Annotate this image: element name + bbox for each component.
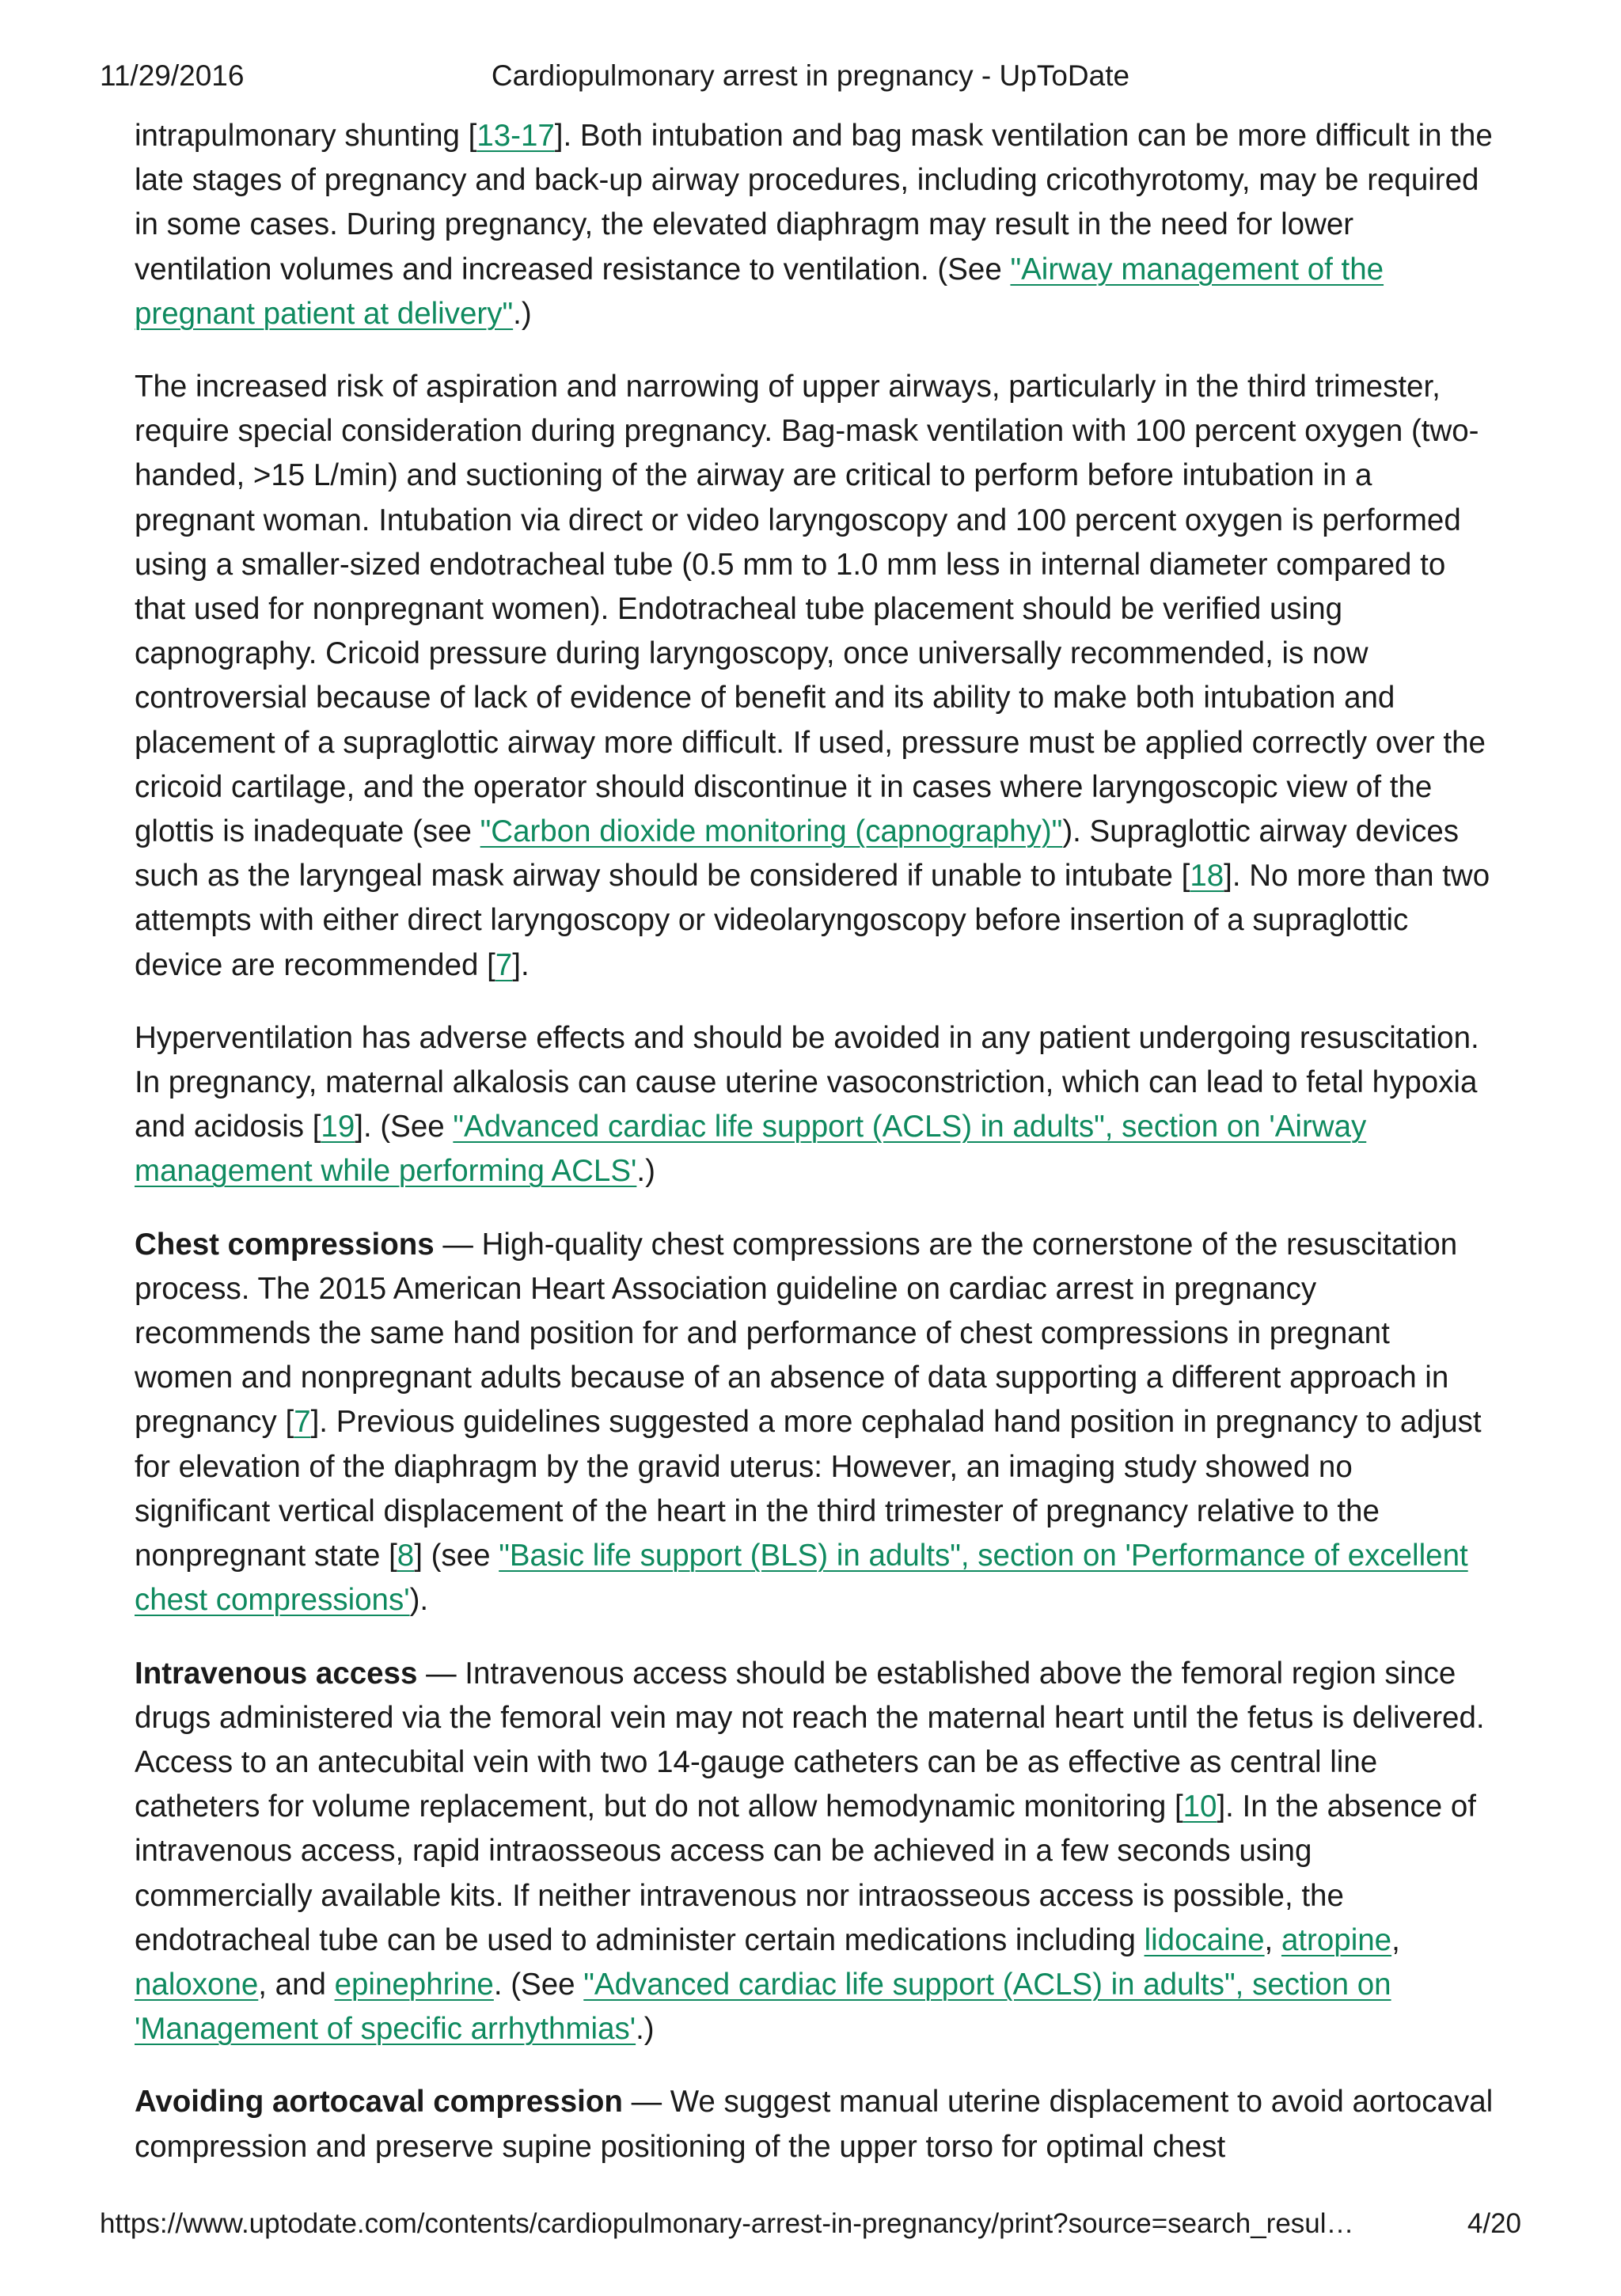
text-run: ). Supraglottic airway devices such as the laryngeal mask airway should be considered if unable to intubate [ — [135, 814, 1460, 894]
text-run: ]. — [512, 947, 530, 982]
drug-link-epinephrine[interactable]: epinephrine — [334, 1967, 494, 2002]
paragraph-intravenous-access — [135, 1652, 1496, 2052]
print-footer — [100, 2205, 1521, 2243]
text-run: .) — [513, 296, 532, 331]
text-run: .) — [636, 2012, 655, 2047]
print-header — [100, 57, 1521, 95]
drug-link-atropine[interactable]: atropine — [1281, 1922, 1392, 1957]
section-heading-aortocaval-compression: Avoiding aortocaval compression — [135, 2085, 623, 2120]
text-run: The increased risk of aspiration and narrowing of upper airways, particularly in the third trimester, require special consideration during pregnancy. Bag-mask ventilation with 100 percent oxygen (two-handed, >15 L/min) and suctioning of the airway are critical to perform before intubation in a pregnant woman. Intubation via direct or video laryngoscopy and 100 percent oxygen is performed using a smaller-sized endotracheal tube (0.5 mm to 1.0 mm less in internal diameter compared to that used for nonpregnant women). Endotracheal tube placement should be verified using capnography. Cricoid pressure during laryngoscopy, once universally recommended, is now controversial because of lack of evidence of benefit and its ability to make both intubation and placement of a supraglottic airway more difficult. If used, pressure must be applied correctly over the cricoid cartilage, and the operator should discontinue it in cases where laryngoscopic view of the glottis is inadequate (see — [135, 370, 1486, 849]
text-run: — Intravenous access should be established above the femoral region since drugs administered via the femoral vein may not reach the maternal heart until the fetus is delivered. Access to an antecubital vein with two 14-gauge catheters can be as effective as central line catheters for volume replacement, but do not allow hemodynamic monitoring [ — [135, 1656, 1485, 1824]
text-run: Hyperventilation has adverse effects and should be avoided in any patient undergoing resuscitation. In pregnancy, maternal alkalosis can cause uterine vasoconstriction, which can lead to fetal hypoxia and acidosis [ — [135, 1020, 1479, 1144]
text-run: , — [1264, 1922, 1281, 1957]
print-date: 11/29/2016 — [100, 59, 245, 92]
paragraph-aortocaval-compression — [135, 2080, 1496, 2169]
drug-link-naloxone[interactable]: naloxone — [135, 1967, 259, 2002]
text-run: — We suggest manual uterine displacement to avoid aortocaval compression and preserve supine positioning of the upper torso for optimal chest — [135, 2085, 1494, 2164]
text-run: ] (see — [414, 1539, 499, 1573]
airway-management-pregnant-link[interactable]: "Airway management of the pregnant patient at delivery" — [135, 252, 1384, 331]
acls-arrhythmias-link[interactable]: "Advanced cardiac life support (ACLS) in adults", section on 'Management of specific arrhythmias' — [135, 1967, 1391, 2047]
page-url: https://www.uptodate.com/contents/cardiopulmonary-arrest-in-pregnancy/print?source=search_resul… — [100, 2208, 1354, 2239]
text-run: ]. No more than two attempts with either direct laryngoscopy or videolaryngoscopy before insertion of a supraglottic device are recommended [ — [135, 859, 1490, 982]
paragraph-aspiration-risk — [135, 365, 1496, 988]
paragraph-airway-shunting — [135, 114, 1496, 336]
text-run: ]. Both intubation and bag mask ventilation can be more difficult in the late stages of pregnancy and back-up airway procedures, including cricothyrotomy, may be required in some cases. During pregnancy, the elevated diaphragm may result in the need for lower ventilation volumes and increased resistance to ventilation. (See — [135, 119, 1493, 287]
text-run: .) — [636, 1154, 655, 1189]
text-run: ]. (See — [355, 1110, 454, 1144]
page-number: 4/20 — [1467, 2208, 1521, 2239]
capnography-link[interactable]: "Carbon dioxide monitoring (capnography)" — [480, 814, 1063, 849]
reference-link-10[interactable]: 10 — [1183, 1789, 1217, 1824]
text-run: intrapulmonary shunting [ — [135, 119, 477, 153]
section-heading-intravenous-access: Intravenous access — [135, 1656, 418, 1691]
acls-airway-management-link[interactable]: "Advanced cardiac life support (ACLS) in adults", section on 'Airway management while performing ACLS' — [135, 1110, 1367, 1189]
text-run: , — [1391, 1922, 1400, 1957]
reference-link-8[interactable]: 8 — [397, 1539, 415, 1573]
reference-link-18[interactable]: 18 — [1190, 859, 1224, 894]
reference-link-19[interactable]: 19 — [321, 1110, 355, 1144]
text-run: . (See — [493, 1967, 584, 2002]
reference-link-7[interactable]: 7 — [495, 947, 513, 982]
paragraph-chest-compressions — [135, 1223, 1496, 1623]
text-run: ]. In the absence of intravenous access, rapid intraosseous access can be achieved in a few seconds using commercially available kits. If neither intravenous nor intraosseous access is possible, the endotracheal tube can be used to administer certain medications including — [135, 1789, 1476, 1957]
reference-link-7[interactable]: 7 — [294, 1405, 311, 1440]
text-run: ). — [409, 1583, 429, 1618]
text-run: ]. Previous guidelines suggested a more cephalad hand position in pregnancy to adjust for elevation of the diaphragm by the gravid uterus: However, an imaging study showed no significant vertical displacement of the heart in the third trimester of pregnancy relative to the nonpregnant state [ — [135, 1405, 1482, 1573]
text-run: — High-quality chest compressions are the cornerstone of the resuscitation process. The 2015 American Heart Association guideline on cardiac arrest in pregnancy recommends the same hand position for and performance of chest compressions in pregnant women and nonpregnant adults because of an absence of data supporting a different approach in pregnancy [ — [135, 1227, 1458, 1440]
drug-link-lidocaine[interactable]: lidocaine — [1144, 1922, 1265, 1957]
paragraph-hyperventilation — [135, 1016, 1496, 1194]
page-title: Cardiopulmonary arrest in pregnancy - UpToDate — [491, 59, 1130, 92]
reference-link-13-17[interactable]: 13-17 — [476, 119, 555, 153]
bls-chest-compressions-link[interactable]: "Basic life support (BLS) in adults", section on 'Performance of excellent chest compressions' — [135, 1539, 1468, 1618]
text-run: , and — [258, 1967, 335, 2002]
article-body — [135, 114, 1496, 2198]
section-heading-chest-compressions: Chest compressions — [135, 1227, 435, 1262]
